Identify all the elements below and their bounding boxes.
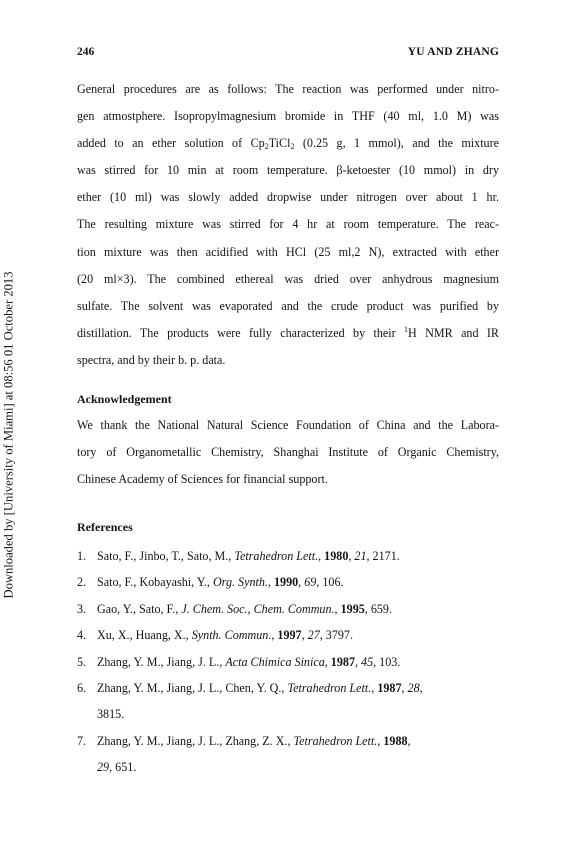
ack-line: tory of Organometallic Chemistry, Shanghai Institute of Organic Chemistry, xyxy=(77,445,499,460)
acknowledgement-heading: Acknowledgement xyxy=(77,392,172,406)
reference-item: 7. Zhang, Y. M., Jiang, J. L., Zhang, Z. X., Tetrahedron Lett., 1988, 29, 651. xyxy=(77,733,411,774)
procedure-paragraph xyxy=(77,79,499,377)
page-header xyxy=(77,46,499,62)
running-head: YU AND ZHANG xyxy=(407,46,499,58)
download-watermark xyxy=(0,262,18,607)
reference-item: 6. Zhang, Y. M., Jiang, J. L., Chen, Y. Q., Tetrahedron Lett., 1987, 28, 3815. xyxy=(77,680,423,721)
page-number: 246 xyxy=(77,46,95,58)
ack-line: We thank the National Natural Science Foundation of China and the Labora- xyxy=(77,418,499,432)
body-line: ether (10 ml) was slowly added dropwise under nitrogen over about 1 hr. xyxy=(77,190,499,205)
acknowledgement-paragraph xyxy=(77,415,499,496)
body-line: was stirred for 10 min at room temperature. β-ketoester (10 mmol) in dry xyxy=(77,163,499,178)
body-line: tion mixture was then acidified with HCl (25 ml,2 N), extracted with ether xyxy=(77,244,499,259)
download-note: Downloaded by [University of Miami] at 08:56 01 October 2013 xyxy=(1,270,16,599)
ack-line: Chinese Academy of Sciences for financial support. xyxy=(77,472,328,487)
reference-item: 2. Sato, F., Kobayashi, Y., Org. Synth., 1990, 69, 106. xyxy=(77,575,344,590)
reference-item: 1. Sato, F., Jinbo, T., Sato, M., Tetrahedron Lett., 1980, 21, 2171. xyxy=(77,549,400,563)
reference-list xyxy=(77,546,499,784)
reference-item: 5. Zhang, Y. M., Jiang, J. L., Acta Chimica Sinica, 1987, 45, 103. xyxy=(77,654,401,669)
body-line: spectra, and by their b. p. data. xyxy=(77,352,226,367)
body-line: distillation. The products were fully characterized by their $^1$H NMR and IR xyxy=(77,324,499,340)
body-line: General procedures are as follows: The reaction was performed under nitro- xyxy=(77,82,499,96)
body-line: sulfate. The solvent was evaporated and the crude product was purified by xyxy=(77,298,499,313)
reference-item: 3. Gao, Y., Sato, F., J. Chem. Soc., Chem. Commun., 1995, 659. xyxy=(77,601,392,616)
body-line: gen atmostphere. Isopropylmagnesium bromide in THF (40 ml, 1.0 M) was xyxy=(77,109,499,124)
references-heading: References xyxy=(77,520,133,534)
body-line: (20 ml×3). The combined ethereal was dried over anhydrous magnesium xyxy=(77,271,499,286)
reference-item: 4. Xu, X., Huang, X., Synth. Commun., 1997, 27, 3797. xyxy=(77,628,353,643)
body-line: The resulting mixture was stirred for 4 hr at room temperature. The reac- xyxy=(77,217,499,232)
body-line: added to an ether solution of $Cp_2TiCl_2$ (0.25 g, 1 mmol), and the mixture xyxy=(77,136,499,152)
